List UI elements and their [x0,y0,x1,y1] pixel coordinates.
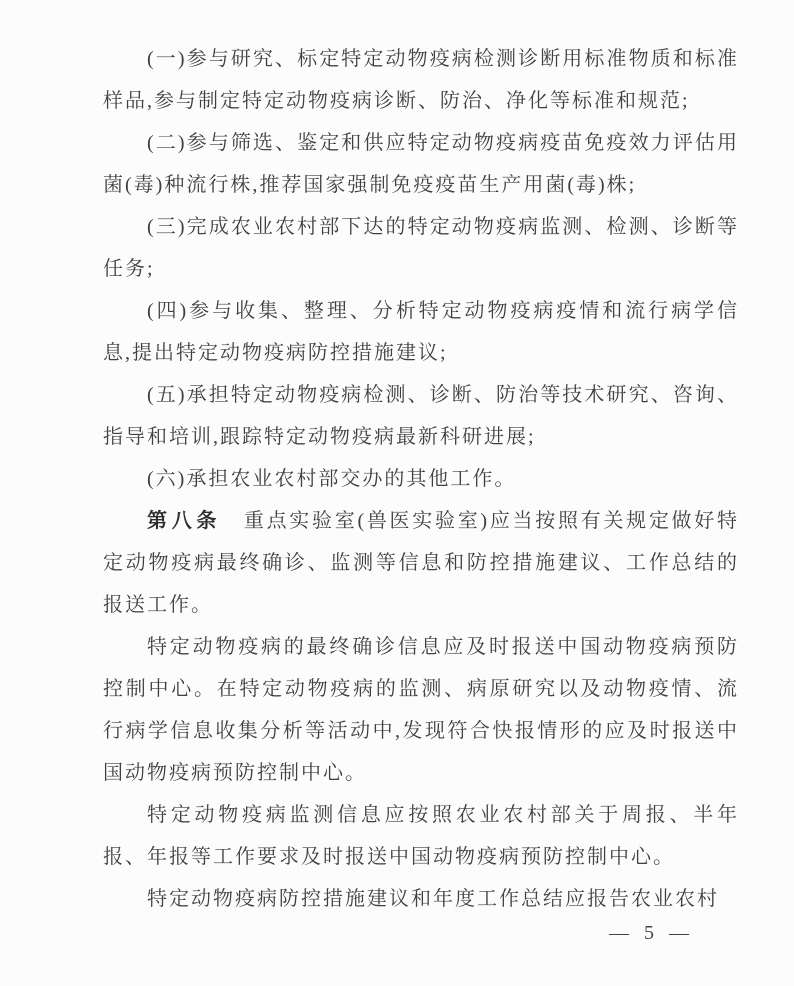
paragraph: 特定动物疫病防控措施建议和年度工作总结应报告农业农村 [147,888,719,910]
paragraph: (二)参与筛选、鉴定和供应特定动物疫病疫苗免疫效力评估用菌(毒)种流行株,推荐国家强制免疫疫苗生产用菌(毒)株; [103,132,739,196]
paragraph: 特定动物疫病监测信息应按照农业农村部关于周报、半年报、年报等工作要求及时报送中国动物疫病预防控制中心。 [103,804,739,868]
paragraph: 特定动物疫病的最终确诊信息应及时报送中国动物疫病预防控制中心。在特定动物疫病的监测、病原研究以及动物疫情、流行病学信息收集分析等活动中,发现符合快报情形的应及时报送中国动物疫病预防控制中心。 [103,636,739,784]
page-number: — 5 — [609,922,694,944]
paragraph: (三)完成农业农村部下达的特定动物疫病监测、检测、诊断等任务; [103,216,739,280]
paragraph: (五)承担特定动物疫病检测、诊断、防治等技术研究、咨询、指导和培训,跟踪特定动物疫病最新科研进展; [103,384,739,448]
paragraph: (一)参与研究、标定特定动物疫病检测诊断用标准物质和标准样品,参与制定特定动物疫病诊断、防治、净化等标准和规范; [103,48,739,112]
page-footer [609,918,694,948]
document-body [103,38,739,920]
paragraph: 第八条 重点实验室(兽医实验室)应当按照有关规定做好特定动物疫病最终确诊、监测等信息和防控措施建议、工作总结的报送工作。 [103,510,739,616]
paragraph: (六)承担农业农村部交办的其他工作。 [147,468,517,490]
paragraph: (四)参与收集、整理、分析特定动物疫病疫情和流行病学信息,提出特定动物疫病防控措施建议; [103,300,739,364]
article-number: 第八条 [147,510,222,532]
